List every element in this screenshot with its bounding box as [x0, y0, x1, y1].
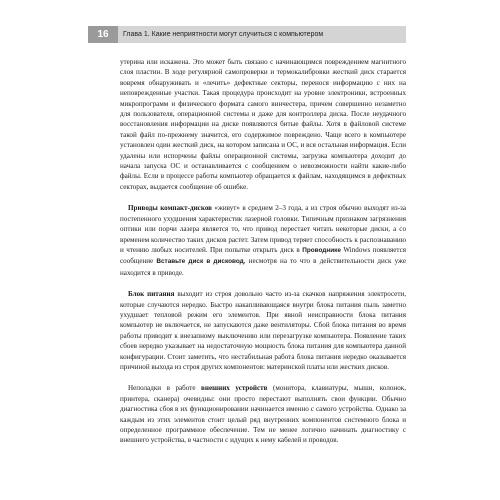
- paragraph-text: (монитора, клавиатуры, мыши, колонок, принтера, сканера) очевидны: они просто перестают выполнять свои функции. Обычно диагностика сбоя в их функционировании начинается именно с самого устройства. Однако за каждым из этих элементов стоит целый ряд внутренних компонентов системного блока и определенное программное обеспечение. Тем не менее логично начинать диагностику с внешнего устройства, в частности с идущих к нему кабелей и проводов.: [120, 384, 406, 445]
- ui-message-insert-disc: Вставьте диск в дисковод: [156, 258, 244, 266]
- paragraph-cd-drives: [120, 203, 406, 278]
- paragraph-text: выходит из строя довольно часто из-за скачков напряжения электросети, которые случаются нередко. Быстро накапливающаяся внутри блока питания пыль заметно ухудшает тепловой режим его элементов. При явной неисправности блока питания компьютер не включается, не запускаются даже вентиляторы. Сбой блока питания во время работы приводит к внезапному выключению или перезагрузке компьютера. Появление таких сбоев нередко указывает на недостаточную мощность блока питания для компьютера данной конфигурации. Стоит заметить, что нестабильная работа блока питания нередко оказывается причиной выхода из строя других компонентов: материнской платы или жестких дисков.: [120, 290, 406, 371]
- running-header: [88, 26, 406, 43]
- paragraph-external-devices: [120, 383, 406, 445]
- paragraph-text: Неполадки в работе: [128, 384, 202, 393]
- ui-term-explorer: Проводнике: [302, 246, 341, 254]
- term-external-devices: внешних устройств: [201, 384, 268, 393]
- page-body: [120, 57, 406, 457]
- paragraph-data-loss: [120, 57, 406, 192]
- paragraph-power-supply: [120, 289, 406, 372]
- term-power-supply: Блок питания: [128, 290, 175, 299]
- paragraph-text: утерина или искажена. Это может быть связано с начинающимся повреждением магнитного слоя пластин. В ходе регулярной самопроверки и термокалибровки жесткий диск старается вовремя обнаруживать и «лечить» дефектные секторы, перенося информацию с них на неповрежденные участки. Такая процедура происходит на уровне электроники, встроенных микропрограмм и физического формата самого винчестера, причем совершенно незаметно для пользователя, операционной системы и даже для контроллера диска. После неудачного восстановления информации на диске появляются битые файлы. Хотя в файловой системе такой файл по-прежнему значится, его содержимое повреждено. Чаще всего в компьютере установлен один жесткий диск, на котором записана и ОС, и вся остальная информация. Если удалены или испорчены файлы операционной системы, загрузка компьютера доходит до начала запуска ОС и останавливается с сообщением о невозможности найти какие-либо файлы. Если в процессе работы компьютер обращается к файлам, находящимся в дефектных секторах, выдается сообщение об ошибке.: [120, 58, 406, 191]
- page-number: 16: [88, 26, 118, 43]
- paragraph-text: , несмотря на то что в действительности диск уже находится в приводе.: [120, 257, 406, 277]
- paragraph-text: Windows появляется сообщение: [120, 245, 406, 266]
- chapter-title: Глава 1. Какие неприятности могут случиться с компьютером: [123, 31, 324, 38]
- term-cd-drives: Приводы компакт-дисков: [128, 204, 213, 213]
- paragraph-text: «живут» в среднем 2–3 года, а из строя обычно выходят из-за постепенного ухудшения характеристик лазерной головки. Типичным признаком загрязнения оптики или порчи лазера является то, что привод перестает читать некоторые диски, а со временем количество таких дисков растет. Затем привод теряет способность к распознаванию и чтению любых носителей. При попытке открыть диск в: [120, 204, 406, 254]
